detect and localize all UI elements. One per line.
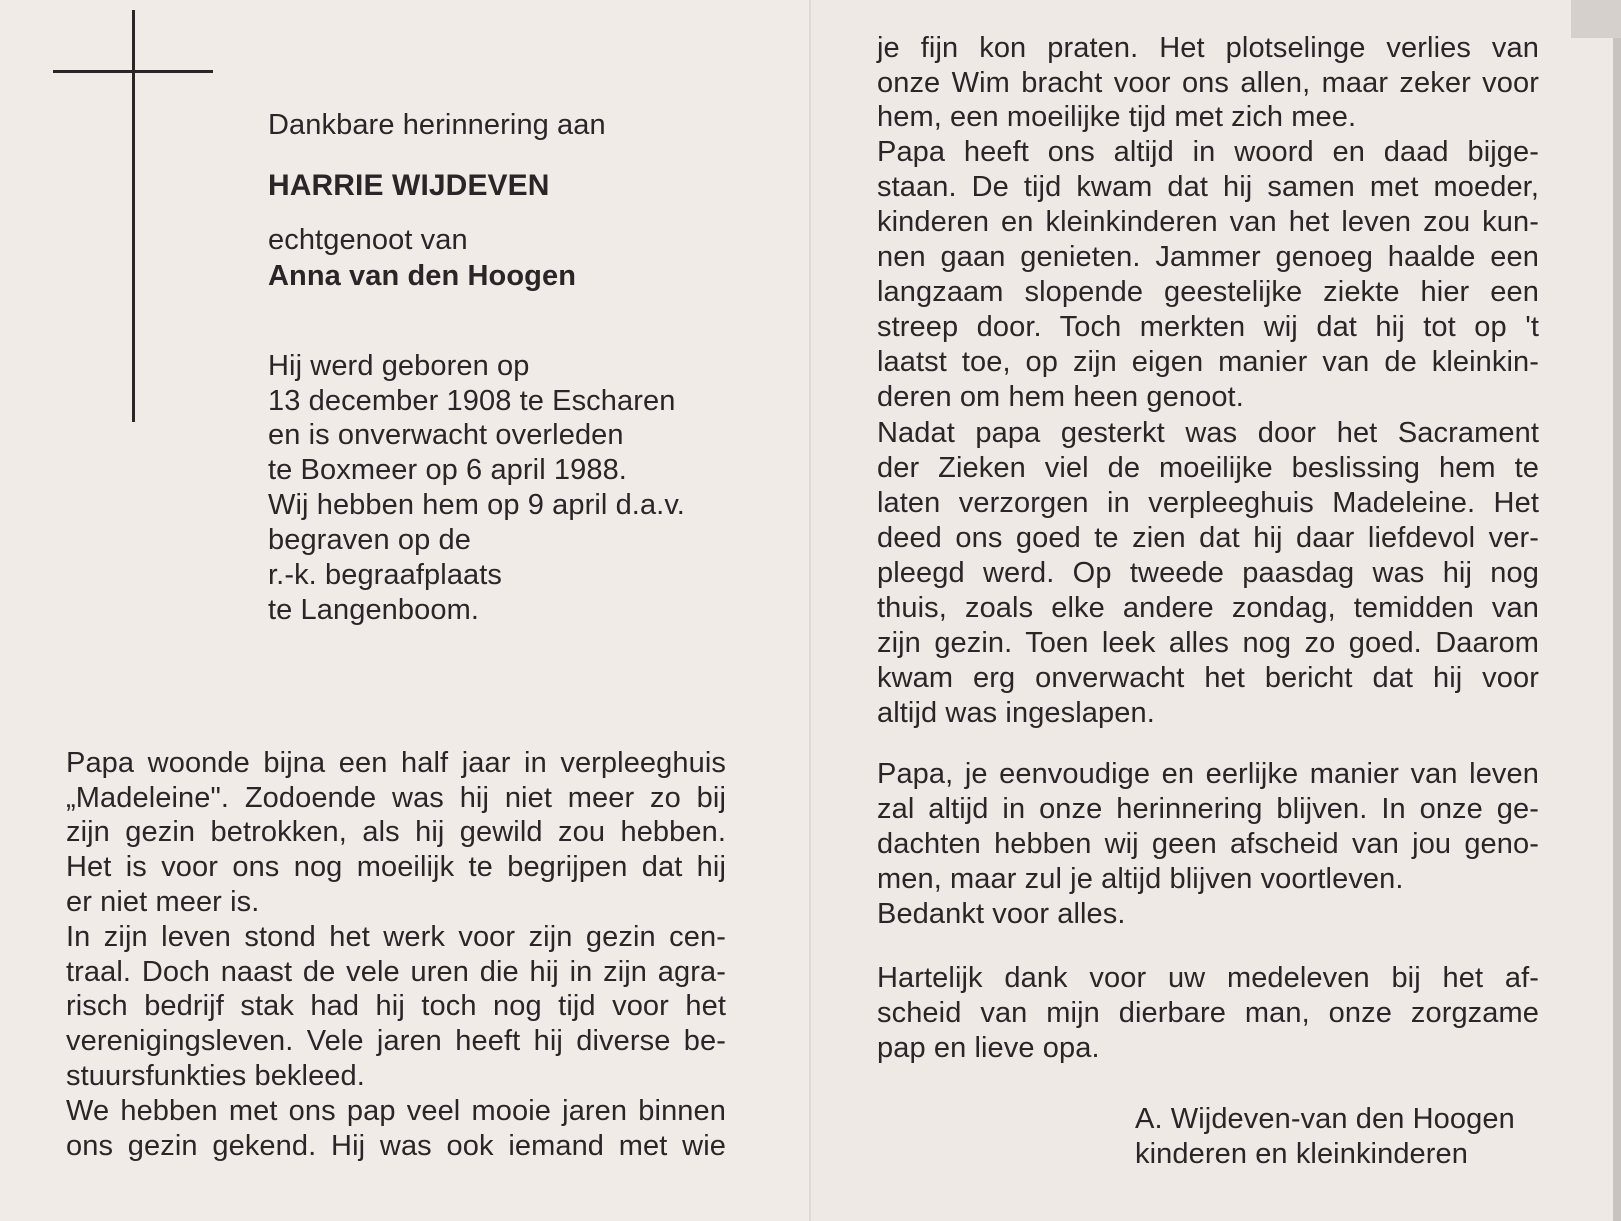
text-line: nen gaan genieten. Jammer genoeg haalde een <box>877 241 1539 273</box>
text-line: er niet meer is. <box>66 886 260 918</box>
biography-line: Hij werd geboren op <box>268 350 530 382</box>
text-line: traal. Doch naast de vele uren die hij in zijn agra- <box>66 956 726 988</box>
text-line: stuursfunkties bekleed. <box>66 1060 365 1092</box>
biography-line: Wij hebben hem op 9 april d.a.v. <box>268 489 685 521</box>
text-line: deren om hem heen genoot. <box>877 381 1244 413</box>
text-line: Papa woonde bijna een half jaar in verpleeghuis <box>66 747 726 779</box>
text-line: der Zieken viel de moeilijke beslissing hem te <box>877 452 1539 484</box>
signature-line: kinderen en kleinkinderen <box>1135 1138 1468 1170</box>
biography-line: begraven op de <box>268 524 471 556</box>
text-line: onze Wim bracht voor ons allen, maar zeker voor <box>877 67 1539 99</box>
text-line: deed ons goed te zien dat hij daar liefdevol ver- <box>877 522 1539 554</box>
text-line: Bedankt voor alles. <box>877 898 1126 930</box>
biography-line: r.-k. begraafplaats <box>268 559 503 591</box>
text-line: altijd was ingeslapen. <box>877 697 1155 729</box>
text-line: Hartelijk dank voor uw medeleven bij het af- <box>877 962 1539 994</box>
text-line: zijn gezin betrokken, als hij gewild zou hebben. <box>66 816 726 848</box>
text-line: thuis, zoals elke andere zondag, temidden van <box>877 592 1539 624</box>
text-line: pleegd werd. Op tweede paasdag was hij nog <box>877 557 1539 589</box>
biography-line: 13 december 1908 te Escharen <box>268 385 676 417</box>
text-line: „Madeleine". Zodoende was hij niet meer zo bij <box>66 782 726 814</box>
text-line: dachten hebben wij geen afscheid van jou geno- <box>877 828 1539 860</box>
biography-line: te Boxmeer op 6 april 1988. <box>268 454 627 486</box>
text-line: zijn gezin. Toen leek alles nog zo goed. Daarom <box>877 627 1539 659</box>
text-line: laatst toe, op zijn eigen manier van de kleinkin- <box>877 346 1539 378</box>
text-line: kinderen en kleinkinderen van het leven zou kun- <box>877 206 1539 238</box>
text-line: Het is voor ons nog moeilijk te begrijpen dat hij <box>66 851 726 883</box>
text-line: je fijn kon praten. Het plotselinge verlies van <box>877 32 1539 64</box>
text-line: We hebben met ons pap veel mooie jaren binnen <box>66 1095 726 1127</box>
card-edge <box>1613 0 1621 1221</box>
text-line: Papa heeft ons altijd in woord en daad bijge- <box>877 136 1539 168</box>
intro-text: Dankbare herinnering aan <box>268 109 606 141</box>
deceased-name: HARRIE WIJDEVEN <box>268 169 550 202</box>
text-line: risch bedrijf stak had hij toch nog tijd voor het <box>66 990 726 1022</box>
text-line: Papa, je eenvoudige en eerlijke manier van leven <box>877 758 1539 790</box>
card-fold <box>809 0 811 1221</box>
text-line: zal altijd in onze herinnering blijven. In onze ge- <box>877 793 1539 825</box>
biography-line: en is onverwacht overleden <box>268 419 624 451</box>
text-line: staan. De tijd kwam dat hij samen met moeder, <box>877 171 1539 203</box>
cross-horizontal-bar <box>53 70 213 73</box>
card-edge-corner <box>1571 0 1621 38</box>
text-line: langzaam slopende geestelijke ziekte hier een <box>877 276 1539 308</box>
text-line: men, maar zul je altijd blijven voortleven. <box>877 863 1404 895</box>
text-line: streep door. Toch merkten wij dat hij tot op 't <box>877 311 1539 343</box>
text-line: hem, een moeilijke tijd met zich mee. <box>877 101 1357 133</box>
relation-text: echtgenoot van <box>268 224 468 256</box>
text-line: scheid van mijn dierbare man, onze zorgzame <box>877 997 1539 1029</box>
text-line: laten verzorgen in verpleeghuis Madeleine. Het <box>877 487 1539 519</box>
text-line: pap en lieve opa. <box>877 1032 1100 1064</box>
text-line: Nadat papa gesterkt was door het Sacrament <box>877 417 1539 449</box>
text-line: verenigingsleven. Vele jaren heeft hij diverse be- <box>66 1025 726 1057</box>
spouse-name: Anna van den Hoogen <box>268 260 577 292</box>
signature-line: A. Wijdeven-van den Hoogen <box>1135 1103 1515 1135</box>
text-line: ons gezin gekend. Hij was ook iemand met wie <box>66 1130 726 1162</box>
text-line: kwam erg onverwacht het bericht dat hij voor <box>877 662 1539 694</box>
biography-line: te Langenboom. <box>268 594 480 626</box>
text-line: In zijn leven stond het werk voor zijn gezin cen- <box>66 921 726 953</box>
